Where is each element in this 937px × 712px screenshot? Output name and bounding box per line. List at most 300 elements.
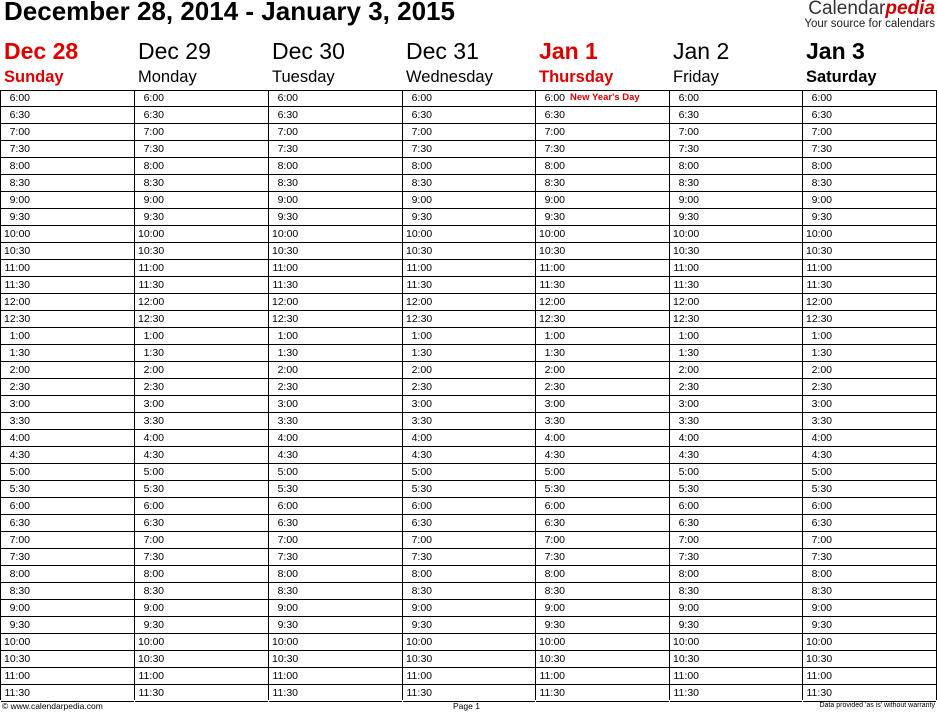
time-slot[interactable] (403, 192, 535, 209)
time-slot[interactable] (670, 175, 802, 192)
time-slot[interactable] (803, 430, 936, 447)
time-slot[interactable] (536, 566, 669, 583)
time-slot[interactable] (403, 549, 535, 566)
time-slot[interactable] (269, 617, 402, 634)
time-slot[interactable] (536, 141, 669, 158)
time-slot[interactable] (670, 481, 802, 498)
time-slot[interactable] (269, 396, 402, 413)
time-slot[interactable] (670, 226, 802, 243)
time-slot[interactable] (670, 600, 802, 617)
time-slot[interactable] (670, 277, 802, 294)
time-slot[interactable] (403, 141, 535, 158)
time-slot[interactable] (1, 226, 134, 243)
time-slot[interactable] (1, 464, 134, 481)
time-slot[interactable] (403, 311, 535, 328)
time-text: 12:30 (673, 313, 700, 325)
time-slot[interactable] (135, 447, 268, 464)
time-slot[interactable] (403, 583, 535, 600)
time-text: 4:30 (277, 449, 298, 461)
time-slot[interactable] (536, 549, 669, 566)
time-slot[interactable] (403, 668, 535, 685)
time-slot[interactable] (1, 124, 134, 141)
time-text: 1:30 (277, 347, 298, 359)
time-slot[interactable] (1, 600, 134, 617)
time-slot[interactable] (803, 634, 936, 651)
time-slot[interactable] (135, 549, 268, 566)
time-slot[interactable] (1, 158, 134, 175)
time-slot[interactable] (135, 158, 268, 175)
time-slot[interactable] (269, 430, 402, 447)
time-slot[interactable] (536, 583, 669, 600)
time-slot[interactable] (1, 566, 134, 583)
time-slot[interactable] (803, 447, 936, 464)
time-text: 11:30 (673, 279, 699, 291)
time-slot[interactable] (536, 260, 669, 277)
time-slot[interactable] (670, 617, 802, 634)
time-text: 6:00 (411, 500, 432, 512)
time-slot[interactable] (269, 311, 402, 328)
time-slot[interactable] (670, 464, 802, 481)
time-slot[interactable] (670, 243, 802, 260)
time-slot[interactable] (403, 498, 535, 515)
time-slot[interactable] (135, 362, 268, 379)
time-slot[interactable] (1, 430, 134, 447)
time-slot[interactable] (135, 260, 268, 277)
time-slot[interactable] (269, 192, 402, 209)
time-slot[interactable] (269, 634, 402, 651)
time-slot[interactable] (1, 583, 134, 600)
time-label (138, 262, 164, 274)
time-slot[interactable] (803, 175, 936, 192)
time-label (272, 500, 298, 512)
time-slot[interactable] (536, 345, 669, 362)
time-slot[interactable] (1, 651, 134, 668)
time-slot[interactable] (269, 481, 402, 498)
time-slot[interactable] (269, 498, 402, 515)
time-slot[interactable] (670, 583, 802, 600)
time-slot[interactable] (1, 379, 134, 396)
time-slot[interactable] (536, 226, 669, 243)
time-slot[interactable] (1, 396, 134, 413)
time-slot[interactable] (269, 158, 402, 175)
time-slot[interactable] (269, 124, 402, 141)
time-label (673, 602, 699, 614)
time-slot[interactable] (269, 685, 402, 702)
time-text: 7:30 (277, 143, 298, 155)
time-slot[interactable] (536, 515, 669, 532)
time-slot[interactable] (1, 107, 134, 124)
time-slot[interactable] (536, 311, 669, 328)
time-slot[interactable] (269, 209, 402, 226)
time-slot[interactable] (269, 277, 402, 294)
time-slot[interactable] (1, 294, 134, 311)
time-slot[interactable] (135, 515, 268, 532)
time-slot[interactable] (269, 379, 402, 396)
time-slot[interactable] (403, 328, 535, 345)
time-slot[interactable] (135, 345, 268, 362)
time-slot[interactable] (403, 158, 535, 175)
time-slot[interactable] (403, 651, 535, 668)
time-slot[interactable] (269, 294, 402, 311)
time-slot[interactable] (670, 396, 802, 413)
time-slot[interactable] (670, 685, 802, 702)
time-slot[interactable] (670, 260, 802, 277)
time-label (806, 534, 832, 546)
time-label (138, 296, 164, 308)
time-slot[interactable] (536, 651, 669, 668)
time-slot[interactable] (536, 192, 669, 209)
time-slot[interactable] (135, 141, 268, 158)
time-slot[interactable] (803, 209, 936, 226)
time-slot[interactable] (1, 90, 134, 107)
time-slot[interactable] (403, 294, 535, 311)
time-slot[interactable] (803, 413, 936, 430)
time-slot[interactable] (803, 243, 936, 260)
time-slot[interactable] (1, 362, 134, 379)
time-text: 2:00 (9, 364, 30, 376)
time-slot[interactable] (1, 617, 134, 634)
time-slot[interactable] (1, 328, 134, 345)
time-slot[interactable] (269, 600, 402, 617)
time-label (4, 364, 30, 376)
time-slot[interactable] (269, 668, 402, 685)
time-slot[interactable] (1, 549, 134, 566)
time-slot[interactable] (403, 277, 535, 294)
time-slot[interactable] (269, 345, 402, 362)
time-slot[interactable] (403, 124, 535, 141)
time-label (272, 92, 298, 104)
time-slot[interactable] (670, 634, 802, 651)
time-slot[interactable] (269, 651, 402, 668)
time-text: 4:00 (678, 432, 699, 444)
time-text: 9:00 (544, 602, 565, 614)
time-slot[interactable] (803, 515, 936, 532)
time-slot[interactable] (536, 209, 669, 226)
time-slot[interactable] (269, 464, 402, 481)
time-slot[interactable] (670, 141, 802, 158)
time-label (806, 585, 832, 597)
time-slot[interactable] (670, 549, 802, 566)
time-slot[interactable] (803, 481, 936, 498)
time-slot[interactable] (269, 362, 402, 379)
time-slot[interactable] (269, 141, 402, 158)
time-slot[interactable] (536, 447, 669, 464)
time-slot[interactable] (670, 651, 802, 668)
time-slot[interactable] (536, 668, 669, 685)
time-slot[interactable] (803, 498, 936, 515)
time-slot[interactable] (536, 600, 669, 617)
time-label (138, 126, 164, 138)
time-label (806, 602, 832, 614)
time-slot[interactable] (269, 260, 402, 277)
time-slot[interactable] (670, 515, 802, 532)
time-slot[interactable] (803, 566, 936, 583)
time-slot[interactable] (1, 243, 134, 260)
time-text: 2:30 (411, 381, 432, 393)
time-slot[interactable] (135, 379, 268, 396)
time-slot[interactable] (1, 413, 134, 430)
time-slot[interactable] (536, 634, 669, 651)
time-slot[interactable] (803, 396, 936, 413)
time-slot[interactable] (135, 192, 268, 209)
day-weekday: Thursday (539, 68, 614, 86)
time-slot[interactable] (135, 566, 268, 583)
time-slot[interactable] (135, 226, 268, 243)
time-slot[interactable] (269, 90, 402, 107)
time-slot[interactable] (403, 600, 535, 617)
time-slot[interactable] (803, 158, 936, 175)
time-slot[interactable] (1, 311, 134, 328)
time-slot[interactable] (1, 634, 134, 651)
time-slot[interactable] (670, 532, 802, 549)
time-slot[interactable] (403, 464, 535, 481)
time-slot[interactable] (536, 158, 669, 175)
time-slot[interactable] (536, 277, 669, 294)
time-slot[interactable] (1, 515, 134, 532)
time-slot[interactable] (135, 311, 268, 328)
time-slot[interactable] (403, 430, 535, 447)
time-slot[interactable] (803, 141, 936, 158)
time-slot[interactable] (135, 668, 268, 685)
time-text: 7:00 (811, 126, 832, 138)
time-slot[interactable] (1, 345, 134, 362)
time-text: 10:00 (539, 636, 566, 648)
time-slot[interactable] (135, 583, 268, 600)
time-label (539, 687, 565, 699)
time-slot[interactable] (135, 124, 268, 141)
time-text: 8:00 (811, 568, 832, 580)
time-text: 11:30 (806, 279, 832, 291)
time-slot[interactable] (803, 124, 936, 141)
time-slot[interactable] (1, 260, 134, 277)
time-label (406, 636, 432, 648)
time-slot[interactable] (269, 413, 402, 430)
time-slot[interactable] (1, 447, 134, 464)
time-text: 10:00 (406, 636, 433, 648)
time-slot[interactable] (269, 549, 402, 566)
time-slot[interactable] (135, 328, 268, 345)
time-slot[interactable] (536, 124, 669, 141)
time-slot[interactable] (403, 362, 535, 379)
time-slot[interactable] (403, 481, 535, 498)
time-label (673, 211, 699, 223)
time-text: 4:00 (9, 432, 30, 444)
time-slot[interactable] (1, 481, 134, 498)
time-label (673, 160, 699, 172)
time-slot[interactable] (536, 481, 669, 498)
time-slot[interactable] (269, 566, 402, 583)
time-text: 7:00 (277, 534, 298, 546)
time-text: 6:00 (411, 92, 432, 104)
time-slot[interactable] (269, 328, 402, 345)
time-slot[interactable] (803, 532, 936, 549)
time-slot[interactable] (536, 617, 669, 634)
time-slot[interactable] (1, 175, 134, 192)
time-slot[interactable] (269, 243, 402, 260)
time-slot[interactable] (670, 158, 802, 175)
time-slot[interactable] (135, 209, 268, 226)
time-slot[interactable] (135, 634, 268, 651)
time-slot[interactable] (403, 379, 535, 396)
time-slot[interactable] (135, 430, 268, 447)
time-slot[interactable] (135, 600, 268, 617)
time-slot[interactable] (403, 345, 535, 362)
time-slot[interactable] (269, 447, 402, 464)
time-slot[interactable] (803, 311, 936, 328)
time-text: 5:00 (544, 466, 565, 478)
time-label (138, 330, 164, 342)
time-slot[interactable] (135, 294, 268, 311)
time-slot[interactable] (803, 379, 936, 396)
time-slot[interactable] (403, 634, 535, 651)
time-slot[interactable] (135, 617, 268, 634)
time-slot[interactable] (536, 243, 669, 260)
time-text: 8:00 (9, 568, 30, 580)
time-slot[interactable] (403, 447, 535, 464)
time-slot[interactable] (1, 532, 134, 549)
time-slot[interactable] (803, 617, 936, 634)
time-slot[interactable] (803, 192, 936, 209)
time-slot[interactable] (403, 226, 535, 243)
time-slot[interactable] (536, 294, 669, 311)
time-slot[interactable] (670, 209, 802, 226)
time-slot[interactable] (1, 141, 134, 158)
time-label (673, 330, 699, 342)
time-slot[interactable] (1, 498, 134, 515)
time-slot[interactable] (269, 583, 402, 600)
time-slot[interactable] (803, 90, 936, 107)
time-slot[interactable] (536, 532, 669, 549)
time-slot[interactable] (135, 685, 268, 702)
time-slot[interactable] (670, 498, 802, 515)
time-label (806, 143, 832, 155)
time-slot[interactable] (670, 90, 802, 107)
time-slot[interactable] (803, 107, 936, 124)
time-slot[interactable] (803, 294, 936, 311)
time-slot[interactable] (536, 685, 669, 702)
time-slot[interactable] (1, 668, 134, 685)
time-slot[interactable] (536, 175, 669, 192)
time-slot[interactable] (269, 226, 402, 243)
time-text: 8:00 (811, 160, 832, 172)
time-slot[interactable] (803, 549, 936, 566)
time-slot[interactable] (670, 107, 802, 124)
time-slot[interactable] (670, 566, 802, 583)
time-slot[interactable] (536, 90, 669, 107)
time-slot[interactable] (135, 277, 268, 294)
time-slot[interactable] (536, 328, 669, 345)
time-slot[interactable] (403, 175, 535, 192)
time-slot[interactable] (269, 532, 402, 549)
time-text: 2:00 (811, 364, 832, 376)
time-slot[interactable] (135, 464, 268, 481)
time-text: 4:00 (544, 432, 565, 444)
time-slot[interactable] (536, 413, 669, 430)
time-slot[interactable] (670, 668, 802, 685)
time-slot[interactable] (1, 277, 134, 294)
time-slot[interactable] (536, 379, 669, 396)
time-slot[interactable] (403, 209, 535, 226)
time-slot[interactable] (670, 413, 802, 430)
time-slot[interactable] (670, 362, 802, 379)
calendarpedia-logo[interactable] (804, 0, 935, 30)
time-slot[interactable] (803, 583, 936, 600)
time-slot[interactable] (670, 345, 802, 362)
time-slot[interactable] (670, 311, 802, 328)
time-text: 7:00 (277, 126, 298, 138)
time-label (4, 228, 30, 240)
time-slot[interactable] (670, 192, 802, 209)
time-slot[interactable] (670, 294, 802, 311)
time-slot[interactable] (403, 396, 535, 413)
time-text: 1:00 (411, 330, 432, 342)
time-slot[interactable] (536, 498, 669, 515)
time-slot[interactable] (803, 362, 936, 379)
day-column (802, 90, 937, 700)
time-slot[interactable] (1, 209, 134, 226)
time-slot[interactable] (269, 175, 402, 192)
time-slot[interactable] (135, 481, 268, 498)
time-slot[interactable] (803, 328, 936, 345)
time-slot[interactable] (536, 107, 669, 124)
time-slot[interactable] (269, 107, 402, 124)
time-text: 1:00 (277, 330, 298, 342)
time-slot[interactable] (135, 532, 268, 549)
time-slot[interactable] (403, 566, 535, 583)
time-slot[interactable] (803, 345, 936, 362)
time-slot[interactable] (670, 328, 802, 345)
time-slot[interactable] (803, 600, 936, 617)
time-text: 11:00 (673, 262, 699, 274)
time-slot[interactable] (135, 243, 268, 260)
time-slot[interactable] (536, 362, 669, 379)
time-slot[interactable] (403, 243, 535, 260)
time-slot[interactable] (670, 124, 802, 141)
time-slot[interactable] (803, 464, 936, 481)
time-label (406, 483, 432, 495)
time-slot[interactable] (135, 107, 268, 124)
time-slot[interactable] (135, 413, 268, 430)
time-label (138, 585, 164, 597)
time-slot[interactable] (536, 396, 669, 413)
time-slot[interactable] (403, 413, 535, 430)
time-slot[interactable] (269, 515, 402, 532)
time-slot[interactable] (135, 175, 268, 192)
time-slot[interactable] (403, 532, 535, 549)
day-header (404, 38, 537, 88)
time-slot[interactable] (670, 379, 802, 396)
time-slot[interactable] (803, 260, 936, 277)
time-slot[interactable] (403, 90, 535, 107)
time-slot[interactable] (536, 464, 669, 481)
time-slot[interactable] (403, 515, 535, 532)
time-slot[interactable] (403, 260, 535, 277)
time-slot[interactable] (135, 90, 268, 107)
time-slot[interactable] (670, 447, 802, 464)
time-slot[interactable] (803, 651, 936, 668)
time-slot[interactable] (135, 651, 268, 668)
time-slot[interactable] (803, 277, 936, 294)
time-slot[interactable] (135, 396, 268, 413)
time-slot[interactable] (1, 192, 134, 209)
time-slot[interactable] (135, 498, 268, 515)
time-slot[interactable] (803, 226, 936, 243)
time-slot[interactable] (403, 617, 535, 634)
time-slot[interactable] (403, 107, 535, 124)
time-slot[interactable] (536, 430, 669, 447)
time-slot[interactable] (803, 668, 936, 685)
time-slot[interactable] (670, 430, 802, 447)
